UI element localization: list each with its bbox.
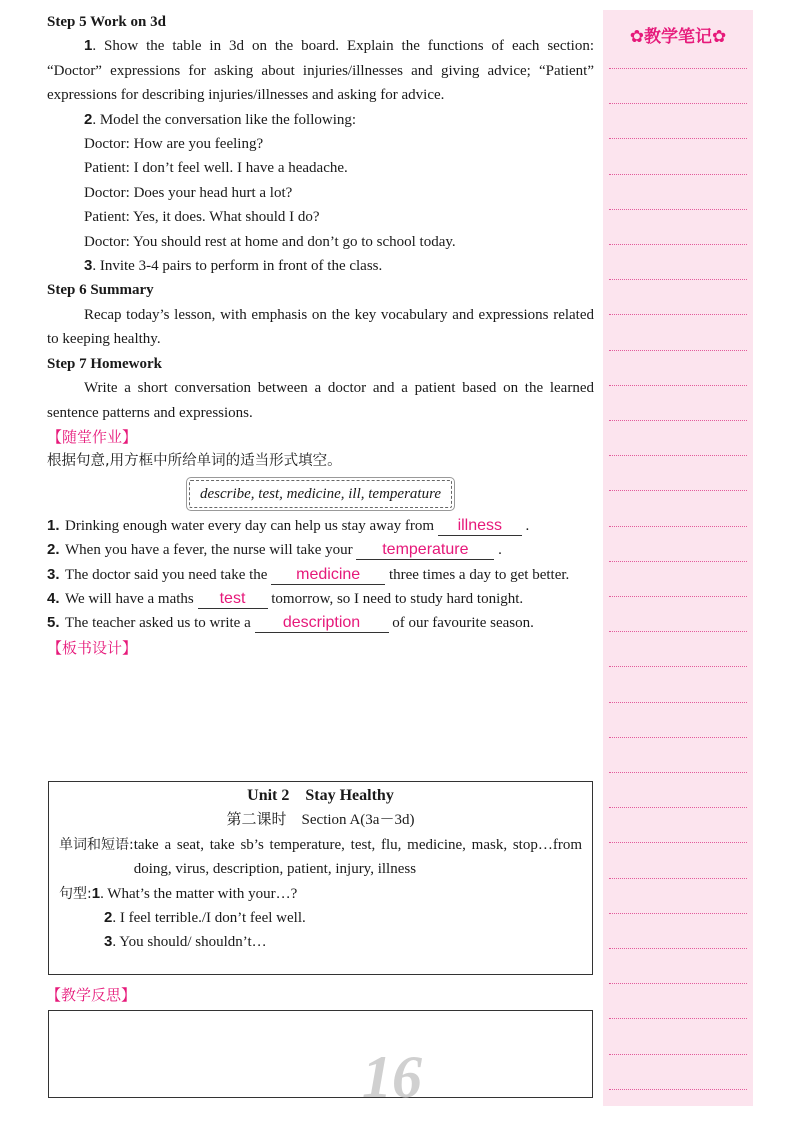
- notes-ruled-line: [609, 314, 747, 315]
- answer-blank: illness: [438, 516, 522, 536]
- step5-item1: 1. Show the table in 3d on the board. Explain the functions of each section: “Doctor” expressions for asking about injuries/illnesses and giving advice; “Patient” expressions for describing injuries/illnesses and asking for advice.: [47, 37, 594, 104]
- step7-text: Write a short conversation between a doctor and a patient based on the learned sentence patterns and expressions.: [47, 380, 594, 421]
- notes-ruled-line: [609, 737, 747, 738]
- reflection-label: 【教学反思】: [46, 986, 137, 1004]
- patterns-label: 句型:: [59, 885, 92, 902]
- notes-ruled-line: [609, 631, 747, 632]
- vocab-label: 单词和短语:: [59, 836, 134, 853]
- exercise-item-1: 1. Drinking enough water every day can help us stay away from illness .: [47, 516, 530, 534]
- step6-heading: Step 6 Summary: [47, 282, 154, 299]
- notes-ruled-line: [609, 1054, 747, 1055]
- notes-ruled-line: [609, 174, 747, 175]
- board-pattern-row: 句型: 1. What’s the matter with your…?: [49, 882, 592, 906]
- board-design-box: [48, 781, 593, 975]
- board-pattern-2: 2. I feel terrible./I don’t feel well.: [104, 909, 306, 927]
- step7-heading: Step 7 Homework: [47, 355, 162, 372]
- exercise-item-5: 5. The teacher asked us to write a description of our favourite season.: [47, 614, 534, 632]
- notes-ruled-line: [609, 1089, 747, 1090]
- board-section: 第二课时 Section A(3a－3d): [226, 812, 415, 829]
- notes-ruled-line: [609, 561, 747, 562]
- notes-ruled-line: [609, 138, 747, 139]
- notes-ruled-line: [609, 878, 747, 879]
- word-list: describe, test, medicine, ill, temperature: [189, 480, 452, 508]
- step5-heading: Step 5 Work on 3d: [47, 14, 166, 30]
- notes-ruled-line: [609, 455, 747, 456]
- exercise-item-4: 4. We will have a maths test tomorrow, so I need to study hard tonight.: [47, 589, 524, 607]
- notes-ruled-line: [609, 490, 747, 491]
- vocab-list: take a seat, take sb’s temperature, test, flu, medicine, mask, stop…from doing, virus, description, patient, injury, illness: [133, 836, 582, 878]
- exercise-item-3: 3. The doctor said you need take the medicine three times a day to get better.: [47, 565, 570, 583]
- answer-blank: test: [198, 589, 268, 609]
- notes-ruled-line: [609, 596, 747, 597]
- notes-ruled-line: [609, 279, 747, 280]
- notes-ruled-line: [609, 913, 747, 914]
- notes-ruled-line: [609, 68, 747, 69]
- answer-blank: description: [255, 613, 389, 633]
- dialogue-line: Doctor: You should rest at home and don’t go to school today.: [84, 233, 456, 250]
- word-box: [47, 480, 594, 508]
- notes-ruled-line: [609, 103, 747, 104]
- notes-ruled-line: [609, 350, 747, 351]
- answer-blank: temperature: [356, 540, 494, 560]
- reflection-box: [48, 1010, 593, 1098]
- notes-ruled-line: [609, 244, 747, 245]
- dialogue-line: Doctor: How are you feeling?: [84, 136, 264, 153]
- board-vocab-row: [49, 833, 592, 882]
- notes-ruled-line: [609, 772, 747, 773]
- notes-ruled-line: [609, 948, 747, 949]
- step5-item2: 2. Model the conversation like the following:: [84, 110, 357, 128]
- notes-ruled-line: [609, 1018, 747, 1019]
- exercise-item-2: 2. When you have a fever, the nurse will take your temperature .: [47, 541, 502, 559]
- notes-ruled-line: [609, 983, 747, 984]
- notes-ruled-line: [609, 209, 747, 210]
- notes-ruled-line: [609, 420, 747, 421]
- board-pattern-3: 3. You should/ shouldn’t…: [104, 933, 267, 951]
- classwork-instruction: 根据句意,用方框中所给单词的适当形式填空。: [47, 453, 342, 470]
- notes-ruled-line: [609, 807, 747, 808]
- notes-ruled-line: [609, 702, 747, 703]
- notes-ruled-line: [609, 526, 747, 527]
- dialogue-line: Patient: I don’t feel well. I have a headache.: [84, 160, 348, 177]
- notes-ruled-line: [609, 666, 747, 667]
- dialogue-line: Patient: Yes, it does. What should I do?: [84, 209, 320, 226]
- board-label: 【板书设计】: [47, 638, 138, 657]
- step6-text: Recap today’s lesson, with emphasis on the key vocabulary and expressions related to keeping healthy.: [47, 306, 594, 348]
- dialogue-line: Doctor: Does your head hurt a lot?: [84, 184, 293, 201]
- classwork-label: 【随堂作业】: [47, 427, 138, 446]
- notes-title: ✿教学笔记✿: [629, 27, 727, 47]
- step5-item3: 3. Invite 3-4 pairs to perform in front of the class.: [84, 257, 383, 275]
- teaching-notes-column: [603, 10, 753, 1106]
- board-title: Unit 2 Stay Healthy: [247, 787, 394, 804]
- lesson-content: [47, 10, 594, 660]
- notes-ruled-line: [609, 842, 747, 843]
- page-number: 16: [362, 1044, 422, 1110]
- answer-blank: medicine: [271, 565, 385, 585]
- notes-ruled-line: [609, 385, 747, 386]
